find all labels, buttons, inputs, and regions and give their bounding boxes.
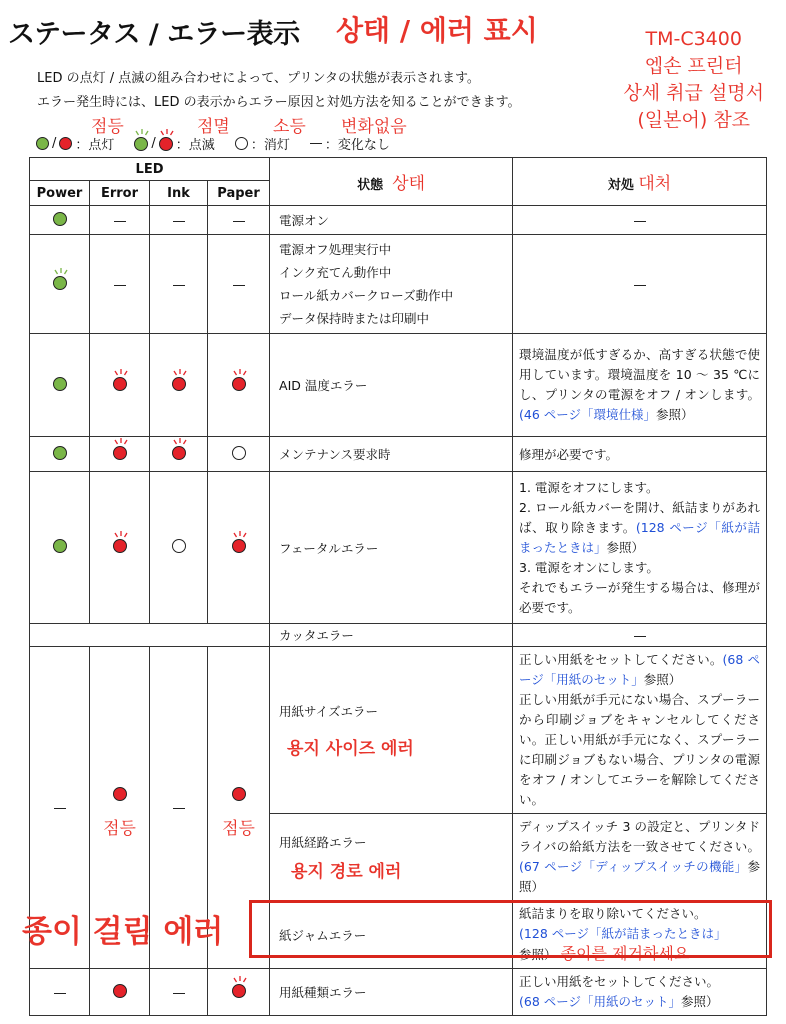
action-cell: 環境温度が低すぎるか、高すぎる状態で使用しています。環境温度を 10 〜 35 ℃にし、プリンタの電源をオフ / オンします。(46 ページ「環境仕様」参照） (513, 334, 767, 437)
red-led-icon (113, 787, 127, 801)
status-table (29, 157, 767, 1016)
action-cell: 紙詰まりを取り除いてください。 (128 ページ「紙が詰まったときは」 参照） 종이를 제거하세요 (513, 901, 767, 969)
legend-blink-label: ：点滅 (175, 138, 215, 153)
model-line: (일본어) 참조 (637, 109, 751, 131)
legend-slash: / (52, 136, 57, 151)
red-blink-icon (159, 137, 173, 151)
action-cell: 正しい用紙をセットしてください。(68 ページ「用紙のセット」参照） 正しい用紙が手元にない場合、スプーラーから印刷ジョブをキャンセルしてください。正しい用紙が手元になく、スプーラーに印刷ジョブもない場合、プリンタの電源をオフ / オンしてエラーを解除してください。 (513, 647, 767, 814)
state-cell: AID 温度エラー (270, 334, 513, 437)
highlight-box (249, 900, 772, 958)
legend-kr-off: 소등 (273, 117, 306, 137)
off-led-icon (232, 446, 246, 460)
description-line-1: LED の点灯 / 点滅の組み合わせによって、プリンタの状態が表示されます。 (37, 71, 480, 86)
red-blink-icon (113, 377, 127, 391)
legend-off-label: ：消灯 (250, 138, 290, 153)
dash-icon (114, 221, 126, 222)
dash-icon (634, 221, 646, 222)
dash-icon (233, 285, 245, 286)
legend-kr-blink: 점멸 (197, 117, 230, 137)
state-cell: カッタエラー (270, 624, 513, 647)
dash-icon (54, 993, 66, 994)
state-cell: メンテナンス要求時 (270, 437, 513, 472)
action-header: 対処 대처 (513, 158, 767, 206)
table-row (30, 647, 767, 814)
nochange-dash-icon (310, 143, 322, 144)
table-row (30, 437, 767, 472)
red-blink-icon (113, 539, 127, 553)
green-led-icon (53, 377, 67, 391)
green-blink-icon (134, 137, 148, 151)
state-cell: 用紙種類エラー (270, 969, 513, 1016)
page-link[interactable]: (67 ページ「ディップスイッチの機能」 (519, 859, 748, 874)
table-row (30, 334, 767, 437)
action-cell: 正しい用紙をセットしてください。 (68 ページ「用紙のセット」参照） (513, 969, 767, 1016)
green-led-icon (53, 446, 67, 460)
legend-lit-label: ：点灯 (75, 138, 115, 153)
action-annotation-kr: 종이를 제거하세요 (560, 944, 690, 963)
col-paper: Paper (208, 181, 270, 206)
legend-kr-lit: 점등 (91, 117, 124, 137)
state-annotation-kr: 용지 사이즈 에러 (287, 738, 414, 759)
model-line: 상세 취급 설명서 (623, 82, 764, 104)
dash-icon (173, 285, 185, 286)
table-row (30, 624, 767, 647)
page-link[interactable]: (68 ページ「用紙のセット」 (519, 652, 761, 687)
red-blink-icon (232, 377, 246, 391)
off-led-icon (235, 137, 248, 150)
red-led-icon (59, 137, 72, 150)
dash-icon (634, 285, 646, 286)
dash-icon (634, 636, 646, 637)
legend: / ：点灯 / ：点滅 ：消灯 ：変化なし (36, 134, 390, 153)
page-title-korean: 상태 / 에러 표시 (336, 14, 538, 47)
action-cell: 修理が必要です。 (513, 437, 767, 472)
model-annotation (623, 26, 764, 134)
state-cell: 紙ジャムエラー (270, 901, 513, 969)
action-cell: 1. 電源をオフにします。 2. ロール紙カバーを開け、紙詰まりがあれば、取り除きます。(128 ページ「紙が詰まったときは」参照） 3. 電源をオンにします。 それでもエラーが発生する場合は、修理が必要です。 (513, 472, 767, 624)
col-error: Error (90, 181, 150, 206)
red-blink-icon (113, 446, 127, 460)
state-cell: フェータルエラー (270, 472, 513, 624)
legend-nochange-label: ：変化なし (324, 138, 390, 153)
col-ink: Ink (150, 181, 208, 206)
dash-icon (173, 221, 185, 222)
green-led-icon (36, 137, 49, 150)
red-blink-icon (172, 377, 186, 391)
state-cell: 電源オン (270, 206, 513, 235)
green-led-icon (53, 539, 67, 553)
page-title: ステータス / エラー表示 (8, 19, 300, 50)
red-blink-icon (172, 446, 186, 460)
red-blink-icon (232, 984, 246, 998)
led-header: LED (30, 158, 270, 181)
table-row (30, 206, 767, 235)
table-row (30, 472, 767, 624)
state-cell: 用紙サイズエラー 용지 사이즈 에러 (270, 647, 513, 814)
page-link[interactable]: (128 ページ「紙が詰まったときは」 (519, 926, 727, 941)
dash-icon (233, 221, 245, 222)
description-line-2: エラー発生時には、LED の表示からエラー原因と対処方法を知ることができます。 (37, 95, 521, 110)
model-line: TM-C3400 (645, 28, 742, 50)
off-led-icon (172, 539, 186, 553)
green-blink-icon (53, 276, 67, 290)
page-link[interactable]: (46 ページ「環境仕様」 (519, 407, 657, 422)
dash-icon (173, 808, 185, 809)
table-row (30, 969, 767, 1016)
green-led-icon (53, 212, 67, 226)
dash-icon (54, 808, 66, 809)
red-blink-icon (232, 539, 246, 553)
red-led-icon (232, 787, 246, 801)
lit-annotation: 점등 (103, 818, 136, 839)
legend-kr-nochange: 변화없음 (341, 117, 407, 137)
state-annotation-kr: 용지 경로 에러 (291, 861, 402, 882)
state-cell: 電源オフ処理実行中 インク充てん動作中 ロール紙カバークローズ動作中 データ保持時または印刷中 (270, 235, 513, 334)
model-line: 엡손 프린터 (644, 55, 743, 77)
table-row (30, 235, 767, 334)
page-link[interactable]: (68 ページ「用紙のセット」 (519, 994, 682, 1009)
dash-icon (173, 993, 185, 994)
action-cell: ディップスイッチ 3 の設定と、プリンタドライバの給紙方法を一致させてください。(67 ページ「ディップスイッチの機能」参照） (513, 814, 767, 901)
lit-annotation: 점등 (222, 818, 255, 839)
dash-icon (114, 285, 126, 286)
page-link[interactable]: (128 ページ「紙が詰まったときは」 (519, 519, 761, 555)
state-cell: 用紙経路エラー 용지 경로 에러 (270, 814, 513, 901)
paper-jam-annotation: 종이 걸림 에러 (22, 914, 224, 950)
red-led-icon (113, 984, 127, 998)
col-power: Power (30, 181, 90, 206)
state-header: 状態 상태 (270, 158, 513, 206)
